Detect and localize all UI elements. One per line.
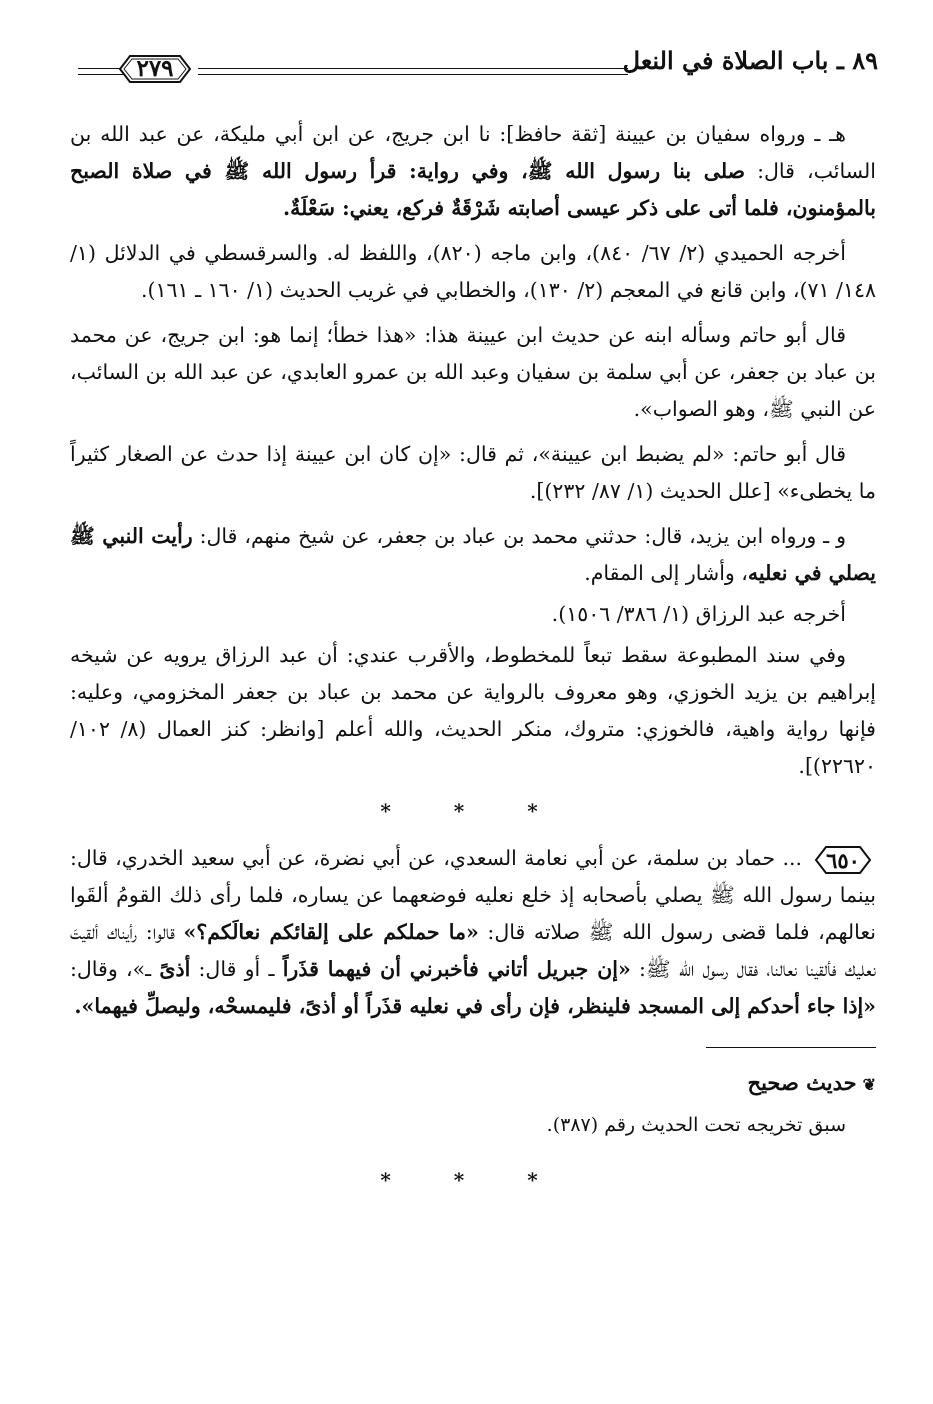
ornament-icon: ❦ xyxy=(862,1075,876,1094)
text-run: ـ»، وقال: xyxy=(70,957,160,981)
main-text xyxy=(70,116,876,1209)
text-run-bold: رأيت النبي ﷺ يصلي في نعليه xyxy=(70,524,876,585)
hadith-text xyxy=(70,840,876,1025)
text-run: قالوا: رأيناك ألقيتَ نعليك فألقينا نعالنا، فقال رسول الله ﷺ: xyxy=(70,920,876,981)
page-number: ٢٧٩ xyxy=(136,55,174,82)
hadith-number-badge xyxy=(810,844,876,876)
text-run-bold: «إذا جاء أحدكم إلى المسجد فلينظر، فإن رأى في نعليه قذَراً أو أذىً، فليمسحْه، وليصلِّ فيهما». xyxy=(74,994,876,1018)
header-rule xyxy=(198,68,628,69)
footnote-text: سبق تخريجه تحت الحديث رقم (٣٨٧). xyxy=(546,1114,846,1136)
footer-separator: * * * xyxy=(380,1168,566,1192)
paragraph xyxy=(70,518,876,592)
text-run-bold: «ما حملكم على إلقائكم نعالَكم؟» xyxy=(183,920,479,944)
paragraph xyxy=(70,116,876,227)
text-run: و ـ ورواه ابن يزيد، قال: حدثني محمد بن عباد بن جعفر، عن شيخ منهم، قال: xyxy=(192,524,846,548)
text-run: ... حماد بن سلمة، عن أبي نعامة السعدي، عن أبي نضرة، عن أبي سعيد الخدري، قال: بينما رسول الله ﷺ يصلي بأصحابه إذ خلع نعليه فوضعهما عن يساره، فلما رأى ذلك القومُ ألقَوا نعالهم، فلما قضى رسول الله ﷺ صلاته قال: xyxy=(70,846,876,944)
text-run-bold: «إن جبريل أتاني فأخبرني أن فيهما قذَراً xyxy=(282,957,631,981)
section-separator: * * * xyxy=(380,799,566,823)
page-number-badge xyxy=(110,52,200,86)
paragraph xyxy=(70,436,876,510)
paragraph xyxy=(70,235,876,309)
paragraph xyxy=(70,637,876,785)
text-run: ، وأشار إلى المقام. xyxy=(584,561,748,585)
footnote-title xyxy=(70,1064,876,1103)
text-run: ـ أو قال: xyxy=(190,957,283,981)
paragraph xyxy=(70,317,876,428)
paragraph xyxy=(70,596,876,633)
footnote-title-text: حديث صحيح xyxy=(747,1070,857,1095)
text-run-bold: صلى بنا رسول الله ﷺ، وفي رواية: قرأ رسول الله ﷺ في صلاة الصبح بالمؤمنون، فلما أتى على ذكر عيسى أصابته شَرْقَةٌ فركع، يعني: سَعْلَةٌ. xyxy=(70,159,876,220)
chapter-title: ٨٩ ـ باب الصلاة في النعل xyxy=(622,46,878,75)
page-header xyxy=(78,38,878,98)
text-run: أخرجه عبد الرزاق (١/ ٣٨٦/ ١٥٠٦). xyxy=(551,602,846,626)
text-run: قال أبو حاتم وسأله ابنه عن حديث ابن عيينة هذا: «هذا خطأ؛ إنما هو: ابن جريج، عن محمد بن عباد بن جعفر، عن أبي سلمة بن سفيان وعبد الله بن عمرو العابدي، عن عبد الله بن السائب، عن النبي ﷺ، وهو الصواب». xyxy=(70,323,876,421)
text-run: أخرجه الحميدي (٢/ ٦٧/ ٨٤٠)، وابن ماجه (٨٢٠)، واللفظ له. والسرقسطي في الدلائل (١/ ١٤٨/ ٧١)، وابن قانع في المعجم (٢/ ١٣٠)، والخطابي في غريب الحديث (١/ ١٦٠ ـ ١٦١). xyxy=(70,241,876,302)
text-run: قال أبو حاتم: «لم يضبط ابن عيينة»، ثم قال: «إن كان ابن عيينة إذا حدث عن الصغار كثيراً ما يخطىء» [علل الحديث (١/ ٨٧/ ٢٣٢)]. xyxy=(70,442,876,503)
header-rule xyxy=(198,74,628,75)
hadith-number: ٦٥٠ xyxy=(826,847,860,873)
text-run-bold: أذىً xyxy=(159,957,191,981)
footnote-separator xyxy=(706,1047,876,1048)
text-run: وفي سند المطبوعة سقط تبعاً للمخطوط، والأقرب عندي: أن عبد الرزاق يرويه عن شيخه إبراهيم بن يزيد الخوزي، وهو معروف بالرواية عن محمد بن عباد بن جعفر المخزومي، وعليه: فإنها رواية واهية، فالخوزي: متروك، منكر الحديث، والله أعلم [وانظر: كنز العمال (٨/ ١٠٢/ ٢٢٦٢٠)]. xyxy=(70,643,876,778)
text-run: هـ ـ ورواه سفيان بن عيينة [ثقة حافظ]: نا ابن جريج، عن ابن أبي مليكة، عن عبد الله بن السائب، قال: xyxy=(70,122,876,183)
